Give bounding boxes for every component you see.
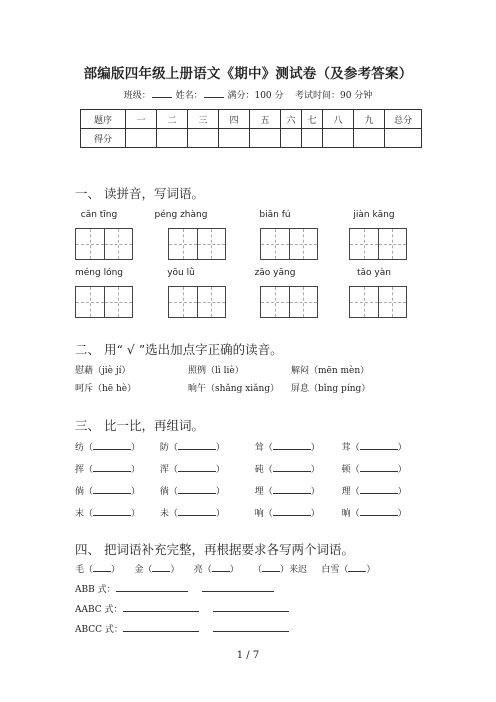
word-blank[interactable]	[360, 507, 398, 516]
score-table-cell: 五	[250, 110, 281, 129]
document-title: 部编版四年级上册语文《期中》测试卷（及参考答案）	[83, 66, 413, 82]
close-paren: ）	[310, 487, 320, 497]
idiom-part: ）	[170, 565, 180, 575]
score-table-cell: 三	[188, 110, 219, 129]
class-label: 班级：	[123, 91, 151, 101]
idiom-blank[interactable]	[93, 563, 111, 572]
compare-char: 砘（	[254, 465, 273, 475]
word-blank[interactable]	[178, 507, 216, 516]
idiom-blank[interactable]	[212, 563, 230, 572]
close-paren: ）	[131, 509, 141, 519]
abcc-row	[75, 622, 289, 635]
idiom-part: 金（	[134, 565, 153, 575]
name-blank[interactable]	[204, 88, 224, 98]
compare-char: 晌（	[341, 509, 360, 519]
idiom-blank[interactable]	[262, 563, 280, 572]
compare-char: 埋（	[254, 487, 273, 497]
score-table-cell: 六	[281, 110, 302, 129]
word-blank[interactable]	[360, 441, 398, 450]
score-input-cell[interactable]	[126, 129, 157, 148]
idiom-part: 白雪（	[321, 565, 349, 575]
score-table-cell: 总分	[385, 110, 422, 129]
close-paren: ）	[397, 509, 407, 519]
abb-blank[interactable]	[202, 583, 274, 592]
idiom-part: ）	[229, 565, 239, 575]
word-blank[interactable]	[93, 485, 131, 494]
score-table-header-row	[81, 110, 422, 129]
compare-char: 纺（	[75, 443, 94, 453]
score-table-cell: 一	[126, 110, 157, 129]
score-input-cell[interactable]	[219, 129, 250, 148]
close-paren: ）	[397, 443, 407, 453]
close-paren: ）	[215, 509, 225, 519]
writing-grid[interactable]	[260, 228, 318, 260]
close-paren: ）	[310, 465, 320, 475]
compare-row	[75, 440, 415, 453]
score-table	[80, 109, 422, 148]
word-blank[interactable]	[93, 441, 131, 450]
word-blank[interactable]	[178, 485, 216, 494]
compare-char: 浑（	[159, 465, 178, 475]
word-blank[interactable]	[360, 463, 398, 472]
close-paren: ）	[131, 465, 141, 475]
score-table-cell: 二	[157, 110, 188, 129]
writing-grid[interactable]	[260, 286, 318, 318]
section-4-heading: 四、 把词语补充完整，再根据要求各写两个词语。	[75, 542, 354, 557]
score-table-cell: 九	[354, 110, 385, 129]
reading-choice-item[interactable]: 晌午（shǎng xiǎng）	[188, 384, 280, 394]
pinyin-label: méng lóng	[74, 268, 123, 278]
pinyin-label: yōu lǜ	[167, 268, 195, 278]
word-blank[interactable]	[273, 507, 311, 516]
close-paren: ）	[215, 443, 225, 453]
compare-char: 理（	[341, 487, 360, 497]
compare-char: 倘（	[75, 487, 94, 497]
section-2-heading: 二、 用“ √ ”选出加点字正确的读音。	[75, 342, 283, 357]
aabc-blank[interactable]	[123, 603, 199, 612]
writing-grid[interactable]	[75, 286, 133, 318]
score-input-cell[interactable]	[302, 129, 323, 148]
score-table-cell: 四	[219, 110, 250, 129]
score-row-label: 得分	[81, 129, 126, 148]
compare-char: 未（	[159, 509, 178, 519]
idiom-part: 毛（	[75, 565, 94, 575]
word-blank[interactable]	[273, 441, 311, 450]
compare-char: 茸（	[341, 443, 360, 453]
abcc-label: ABCC 式：	[75, 625, 123, 635]
idiom-blank[interactable]	[348, 563, 366, 572]
score-input-cell[interactable]	[354, 129, 385, 148]
abcc-blank[interactable]	[213, 623, 289, 632]
close-paren: ）	[215, 465, 225, 475]
score-input-cell[interactable]	[323, 129, 354, 148]
writing-grid[interactable]	[75, 228, 133, 260]
aabc-label: AABC 式：	[75, 605, 123, 615]
score-table-score-row	[81, 129, 422, 148]
close-paren: ）	[310, 443, 320, 453]
compare-char: 耸（	[254, 443, 273, 453]
exam-time-label: 考试时间：90 分钟	[294, 91, 373, 101]
compare-char: 末（	[75, 509, 94, 519]
score-table-cell: 题序	[81, 110, 126, 129]
abcc-blank[interactable]	[123, 623, 199, 632]
word-blank[interactable]	[93, 507, 131, 516]
writing-grid[interactable]	[349, 228, 407, 260]
score-input-cell[interactable]	[250, 129, 281, 148]
compare-char: 徜（	[159, 487, 178, 497]
reading-choice-item[interactable]: 屏息（bǐng píng）	[291, 384, 371, 394]
idiom-part: 亮（	[193, 565, 212, 575]
idiom-blank[interactable]	[152, 563, 170, 572]
close-paren: ）	[397, 465, 407, 475]
pinyin-label: cān tīng	[80, 210, 118, 220]
score-table-cell: 八	[323, 110, 354, 129]
compare-char: 顿（	[341, 465, 360, 475]
close-paren: ）	[131, 443, 141, 453]
score-input-cell[interactable]	[281, 129, 302, 148]
pinyin-label: biān fú	[259, 210, 291, 220]
word-blank[interactable]	[93, 463, 131, 472]
score-input-cell[interactable]	[188, 129, 219, 148]
abb-row	[75, 582, 274, 595]
name-label: 姓名：	[175, 91, 203, 101]
compare-row	[75, 462, 415, 475]
compare-row	[75, 506, 415, 519]
score-table-cell: 七	[302, 110, 323, 129]
writing-grid[interactable]	[349, 286, 407, 318]
abb-blank[interactable]	[116, 583, 188, 592]
word-blank[interactable]	[178, 441, 216, 450]
idiom-part: ）来迟	[280, 565, 308, 575]
class-blank[interactable]	[152, 88, 172, 98]
aabc-blank[interactable]	[213, 603, 289, 612]
close-paren: ）	[310, 509, 320, 519]
reading-choice-item[interactable]: 慰藉（jiè jí）	[75, 366, 131, 376]
reading-choice-item[interactable]: 解闷（mēn mèn）	[291, 366, 370, 376]
page-number: 1 / 7	[236, 650, 260, 661]
reading-choice-item[interactable]: 照例（lì liè）	[188, 366, 244, 376]
word-blank[interactable]	[273, 485, 311, 494]
idiom-part: ）	[366, 565, 376, 575]
score-input-cell[interactable]	[157, 129, 188, 148]
word-blank[interactable]	[178, 463, 216, 472]
compare-char: 挥（	[75, 465, 94, 475]
pinyin-label: zāo yāng	[254, 268, 296, 278]
idiom-part: （	[253, 565, 263, 575]
fill-idiom-row	[75, 562, 375, 575]
section-3-heading: 三、 比一比，再组词。	[75, 418, 204, 433]
writing-grid[interactable]	[168, 286, 226, 318]
abb-label: ABB 式：	[75, 585, 116, 595]
full-score-label: 满分：100 分	[227, 91, 284, 101]
compare-char: 响（	[254, 509, 273, 519]
student-info-line	[0, 88, 496, 101]
score-input-cell[interactable]	[385, 129, 422, 148]
pinyin-label: tǎo yàn	[357, 268, 391, 278]
close-paren: ）	[215, 487, 225, 497]
word-blank[interactable]	[360, 485, 398, 494]
word-blank[interactable]	[273, 463, 311, 472]
writing-grid[interactable]	[168, 228, 226, 260]
pinyin-label: jiàn kāng	[353, 210, 395, 220]
close-paren: ）	[397, 487, 407, 497]
close-paren: ）	[131, 487, 141, 497]
compare-char: 防（	[159, 443, 178, 453]
aabc-row	[75, 602, 289, 615]
compare-row	[75, 484, 415, 497]
pinyin-label: péng zhàng	[154, 210, 208, 220]
reading-choice-item[interactable]: 呵斥（hē hè）	[75, 384, 137, 394]
section-1-heading: 一、 读拼音，写词语。	[75, 186, 204, 201]
idiom-part: ）	[111, 565, 121, 575]
